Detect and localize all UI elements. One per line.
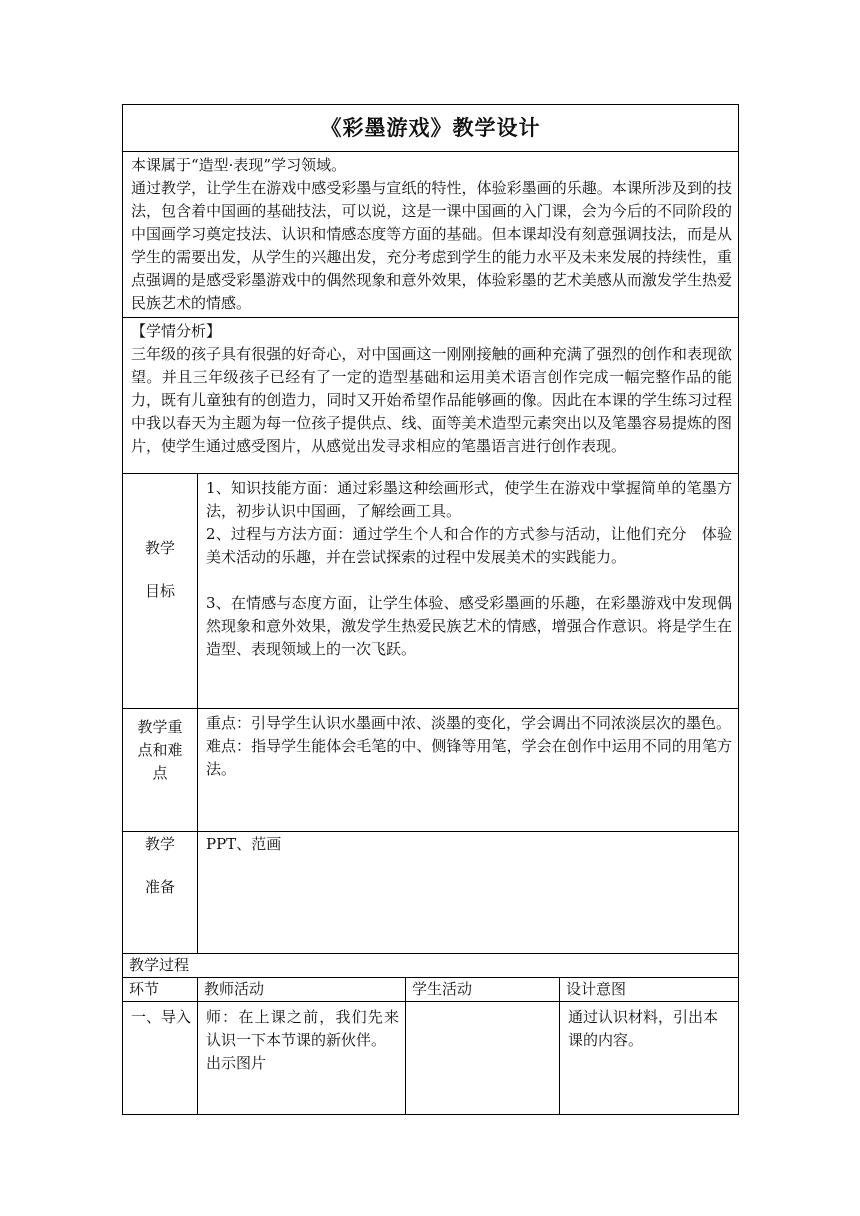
process-stage: 一、导入 xyxy=(131,1008,192,1026)
title-row xyxy=(123,105,739,152)
goal-item-2: 2、过程与方法方面：通过学生个人和合作的方式参与活动，让他们充分 体验美术活动的乐趣，并在尝试探索的过程中发展美术的实践能力。 xyxy=(206,525,732,566)
process-row xyxy=(123,1002,739,1115)
analysis-heading: 【学情分析】 xyxy=(131,322,222,340)
preparation-label-bottom: 准备 xyxy=(144,878,175,896)
column-header-student-text: 学生活动 xyxy=(412,980,473,998)
goals-label-top: 教学 xyxy=(144,539,175,557)
process-heading-cell xyxy=(123,954,739,978)
key-points-label-2: 点和难 xyxy=(137,741,183,759)
intro-line: 本课属于“造型·表现”学习领域。 xyxy=(131,156,347,174)
goals-content-cell xyxy=(198,474,739,709)
process-teacher-line-2: 出示图片 xyxy=(206,1054,267,1072)
preparation-label-top: 教学 xyxy=(144,835,175,853)
preparation-content: PPT、范画 xyxy=(206,835,282,853)
title-cell xyxy=(123,105,739,152)
key-points-content-cell xyxy=(198,709,739,832)
analysis-cell xyxy=(123,318,739,474)
column-header-teacher-text: 教师活动 xyxy=(204,980,265,998)
process-teacher-line-1: 师：在上课之前，我们先来认识一下本节课的新伙伴。 xyxy=(206,1008,399,1049)
column-header-teacher xyxy=(198,978,406,1002)
goal-item-3: 3、在情感与态度方面，让学生体验、感受彩墨画的乐趣，在彩墨游戏中发现偶然现象和意外效果，激发学生热爱民族艺术的情感，增强合作意识。将是学生在造型、表现领域上的一次飞跃。 xyxy=(206,594,732,658)
intro-paragraph: 通过教学，让学生在游戏中感受彩墨与宣纸的特性，体验彩墨画的乐趣。本课所涉及到的技法，包含着中国画的基础技法，可以说，这是一课中国画的入门课，会为今后的不同阶段的中国画学习奠定技法、认识和情感态度等方面的基础。但本课却没有刻意强调技法，而是从学生的需要出发，从学生的兴趣出发，充分考虑到学生的能力水平及未来发展的持续性，重点强调的是感受彩墨游戏中的偶然现象和意外效果，体验彩墨的艺术美感从而激发学生热爱民族艺术的情感。 xyxy=(131,179,732,312)
key-points-label-1: 教学重 xyxy=(137,718,183,736)
key-points-label-3: 点 xyxy=(152,764,168,782)
goal-item-1: 1、知识技能方面：通过彩墨这种绘画形式，使学生在游戏中掌握简单的笔墨方法，初步认识中国画，了解绘画工具。 xyxy=(206,479,732,520)
column-header-student xyxy=(406,978,560,1002)
goals-label-bottom: 目标 xyxy=(144,582,175,600)
column-header-stage-text: 环节 xyxy=(129,980,160,998)
analysis-row xyxy=(123,318,739,474)
process-column-headers xyxy=(123,978,739,1002)
column-header-intent-text: 设计意图 xyxy=(566,980,627,998)
process-teacher-cell xyxy=(198,1002,406,1115)
process-heading: 教学过程 xyxy=(129,956,190,974)
process-student-cell xyxy=(406,1002,560,1115)
goals-row xyxy=(123,474,739,709)
analysis-paragraph: 三年级的孩子具有很强的好奇心，对中国画这一刚刚接触的画种充满了强烈的创作和表现欲望。并且三年级孩子已经有了一定的造型基础和运用美术语言创作完成一幅完整作品的能力，既有儿童独有的创造力，同时又开始希望作品能够画的像。因此在本课的学生练习过程中我以春天为主题为每一位孩子提供点、线、面等美术造型元素突出以及笔墨容易提炼的图片，使学生通过感受图片，从感觉出发寻求相应的笔墨语言进行创作表现。 xyxy=(131,345,732,455)
preparation-label-cell xyxy=(123,832,198,954)
document-title: 《彩墨游戏》教学设计 xyxy=(320,115,541,140)
process-intent: 通过认识材料，引出本课的内容。 xyxy=(568,1008,719,1049)
intro-row xyxy=(123,152,739,318)
key-point-focus: 重点：引导学生认识水墨画中浓、淡墨的变化，学会调出不同浓淡层次的墨色。 xyxy=(206,714,732,732)
preparation-row xyxy=(123,832,739,954)
column-header-intent xyxy=(560,978,739,1002)
goals-label-cell xyxy=(123,474,198,709)
process-heading-row xyxy=(123,954,739,978)
lesson-plan-table xyxy=(122,104,739,1115)
process-stage-cell xyxy=(123,1002,198,1115)
intro-cell xyxy=(123,152,739,318)
column-header-stage xyxy=(123,978,198,1002)
key-point-difficulty: 难点：指导学生能体会毛笔的中、侧锋等用笔，学会在创作中运用不同的用笔方法。 xyxy=(206,737,732,778)
key-points-row xyxy=(123,709,739,832)
process-intent-cell xyxy=(560,1002,739,1115)
preparation-content-cell xyxy=(198,832,739,954)
key-points-label-cell xyxy=(123,709,198,832)
